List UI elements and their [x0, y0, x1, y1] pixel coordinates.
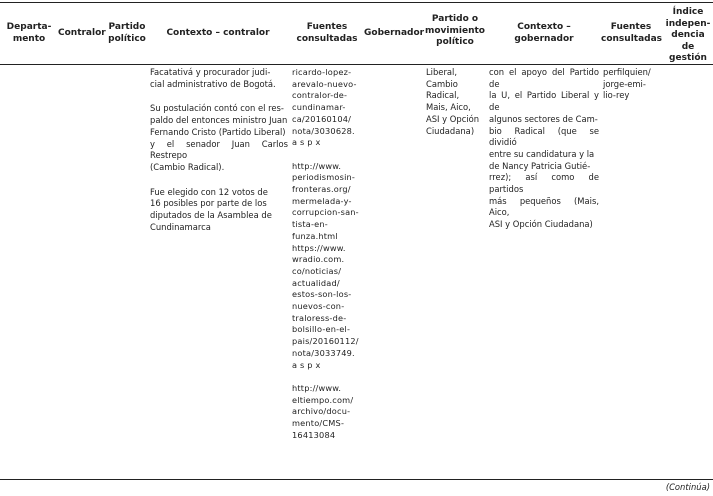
- header-departamento: Departa- mento: [6, 22, 52, 44]
- continuation-note: (Continúa): [665, 482, 710, 492]
- header-contexto-contralor: Contexto – contralor: [166, 28, 270, 38]
- header-gobernador: Gobernador: [364, 28, 425, 38]
- partido-gobernador-text: Liberal, Cambio Radical, Mais, Aico, ASI y Opción Ciudadana): [426, 67, 480, 136]
- header-contralor: Contralor: [58, 28, 106, 38]
- header-partido-politico: Partido político: [108, 22, 146, 44]
- fuentes-contralor-source: http://www. periodismosin- fronteras.org/ mermelada-y- corrupcion-san- tista-en-funza.html https://www. wradio.com. co/noticias/ actualidad/ estos-son-los- nuevos-con- traloress-de- bolsillo-en-el- pais/20160112/ nota/3033749. a s p x: [292, 160, 359, 370]
- cell-contexto-contralor: [150, 67, 288, 246]
- header-partido-movimiento: Partido o movimiento político: [425, 14, 485, 47]
- cell-contexto-gobernador: [489, 67, 599, 231]
- cell-partido-gobernador: [426, 67, 488, 137]
- table-header-rule: [0, 64, 713, 65]
- fuentes-contralor-source: ricardo-lopez- arevalo-nuevo- contralor-de- cundinamar- ca/20160104/ nota/3030628. a s p x: [292, 67, 357, 148]
- table-top-rule: [0, 2, 713, 3]
- fuentes-contralor-source: http://www. eltiempo.com/ archivo/docu- mento/CMS- 16413084: [292, 382, 354, 440]
- fuentes-gobernador-text: perfilquien/ jorge-emi- lio-rey: [603, 67, 651, 101]
- contexto-contralor-paragraph: Fue elegido con 12 votos de 16 posibles por parte de los diputados de la Asamblea de Cundinamarca: [150, 186, 272, 232]
- header-fuentes-consultadas-2: Fuentes consultadas: [601, 22, 663, 44]
- header-fuentes-consultadas-1: Fuentes consultadas: [296, 22, 358, 44]
- contexto-contralor-paragraph: Facatativá y procurador judi- cial administrativo de Bogotá.: [150, 67, 276, 89]
- cell-fuentes-gobernador: [603, 67, 661, 102]
- contexto-contralor-paragraph: Su postulación contó con el res- paldo del entonces ministro Juan Fernando Cristo (Partido Liberal) y el senador Juan Carlos Restrepo (Cambio Radical).: [150, 103, 288, 172]
- contexto-gobernador-text: con el apoyo del Partido de la U, el Partido Liberal y de algunos sectores de Cam- bio Radical (que se dividió entre su candidatura y la de Nancy Patricia Gutié- rrez); así como de partidos más pequeños (Mais, Aico, ASI y Opción Ciudadana): [489, 67, 599, 230]
- header-indice-independencia: Índice indepen- dencia de gestión: [665, 7, 711, 63]
- cell-fuentes-contralor: [292, 67, 362, 453]
- header-contexto-gobernador: Contexto – gobernador: [514, 22, 574, 44]
- table-bottom-rule: [0, 479, 713, 480]
